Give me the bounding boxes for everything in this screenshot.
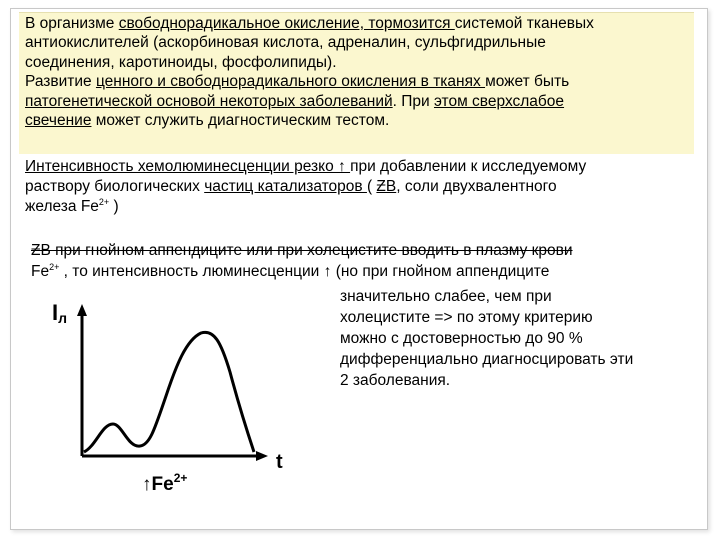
note-line-4: дифференциально диагносцировать эти	[340, 351, 634, 368]
para3-line-2: $Fe^{2+}$ , то интенсивность люминесценции ↑ (но при гнойном аппендиците	[31, 261, 550, 280]
box-line-5: патогенетической основой некоторых заболеваний. При этом сверхслабое	[25, 92, 565, 110]
note-line-2: холецистите => по этому критерию	[340, 309, 593, 326]
para2-line-3: железа $Fe^{2+}$ )	[25, 197, 119, 215]
y-axis-arrow	[77, 304, 87, 316]
note-line-5: 2 заболевания.	[340, 372, 451, 389]
box-line-3: соединения, каротиноиды, фосфолипиды).	[25, 53, 337, 71]
note-line-3: можно с достоверностью до 90 %	[340, 330, 583, 347]
para3-line-1: ƵВ при гнойном аппендиците или при холецистите вводить в плазму крови	[31, 242, 573, 259]
fe-addition-label: $↑Fe^{2+}$	[142, 471, 188, 495]
intensity-axis-label: $I_л$	[52, 300, 68, 326]
x-axis-arrow	[256, 451, 268, 461]
time-axis-label: t	[276, 451, 283, 473]
para2-line-2: раствору биологических частиц катализаторов ( ƵВ, соли двухвалентного	[25, 178, 557, 195]
box-line-6: свечение может служить диагностическим тестом.	[25, 112, 390, 130]
box-line-2: антиокислителей (аскорбиновая кислота, адреналин, сульфгидрильные	[25, 34, 546, 52]
luminescence-curve	[84, 332, 254, 452]
note-line-1: значительно слабее, чем при	[340, 288, 552, 305]
box-line-4: Развитие ценного и свободнорадикального окисления в тканях может быть	[25, 73, 570, 91]
para2-line-1: Интенсивность хемолюминесценции резко ↑ при добавлении к исследуемому	[25, 158, 587, 175]
box-line-1: В организме свободнорадикальное окисление, тормозится системой тканевых	[25, 15, 594, 32]
